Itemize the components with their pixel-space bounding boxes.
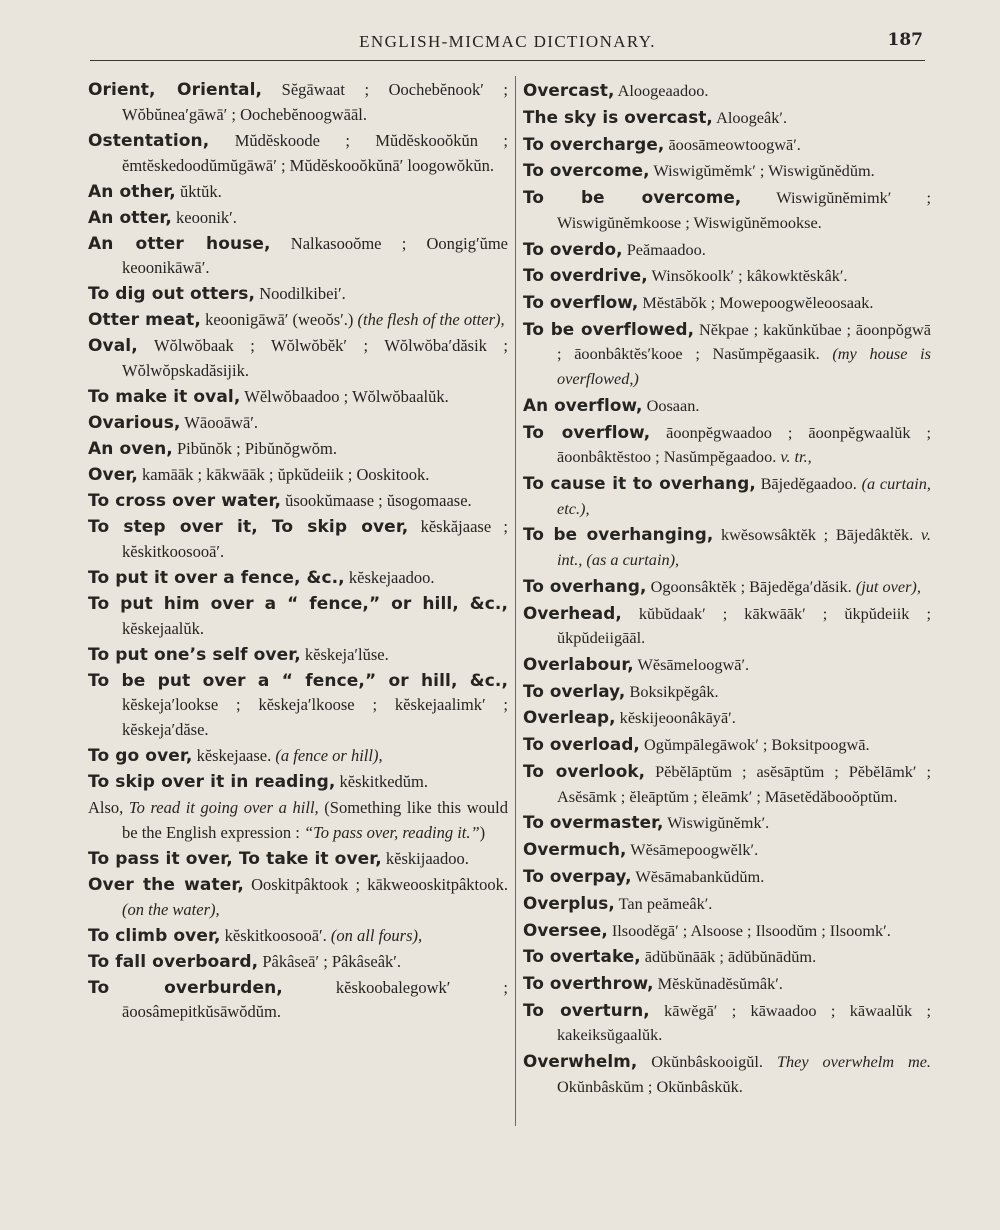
- translation: Wiswigŭnĕmimk′ ; Wiswigŭnĕmkoose ; Wiswigŭnĕmookse.: [557, 188, 931, 232]
- translation: Wĕsāmepoogwĕlk′.: [626, 840, 759, 860]
- dictionary-entry: [88, 411, 508, 436]
- usage-note: (on all fours),: [326, 925, 423, 945]
- usage-note: They overwhelm me.: [762, 1052, 931, 1072]
- dictionary-entry: [88, 847, 508, 872]
- translation: kĕskeja′lookse ; kĕskeja′lkoose ; kĕskejaalimk′ ; kĕskeja′dăse.: [122, 695, 508, 740]
- dictionary-entry: [88, 308, 508, 333]
- dictionary-entry: [523, 837, 931, 863]
- translation: Wiswigŭmĕmk′ ; Wiswigŭnĕdŭm.: [649, 161, 875, 181]
- usage-note: (a fence or hill),: [271, 746, 383, 766]
- headword: Overwhelm,: [523, 1051, 638, 1072]
- headword: To overlay,: [523, 680, 626, 701]
- dictionary-entry: [523, 471, 931, 521]
- dictionary-entry: [88, 566, 508, 591]
- headword: Overplus,: [523, 892, 615, 913]
- headword: To fall overboard,: [88, 951, 259, 972]
- translation: kĕskăjaase ; kĕskitkoosooā′.: [122, 516, 508, 561]
- dictionary-entry: [523, 891, 931, 917]
- usage-note: (a curtain, etc.),: [557, 473, 931, 518]
- dictionary-entry: [88, 334, 508, 384]
- dictionary-entry: [523, 393, 931, 419]
- headword: An overflow,: [523, 394, 643, 415]
- headword: Overlabour,: [523, 653, 634, 674]
- headword: Overcast,: [523, 80, 615, 100]
- dictionary-entry: [523, 522, 931, 572]
- translation: kwĕsowsâktĕk ; Bājedâktĕk.: [713, 525, 914, 545]
- headword: To pass it over, To take it over,: [88, 848, 382, 869]
- headword: Overhead,: [523, 602, 622, 623]
- translation: Boksikpĕgâk.: [625, 681, 719, 701]
- translation: Aloogeaadoo.: [614, 81, 709, 100]
- dictionary-entry: [88, 282, 508, 307]
- translation: kĕskeja′lŭse.: [300, 644, 389, 664]
- translation: Mŭdĕskoode ; Mŭdĕskooŏkŭn ; ĕmtĕskedoodŭmŭgāwā′ ; Mŭdĕskooŏkŭnā′ loogowŏkŭn.: [122, 130, 508, 175]
- translation: Nalkasooŏme ; Oongig′ŭme keoonikāwā′.: [122, 233, 508, 278]
- translation: Ilsoodĕgā′ ; Alsoose ; Ilsoodŭm ; Ilsoomk′.: [607, 920, 891, 940]
- translation: keoonigāwā′ (weoŏs′.): [200, 310, 354, 330]
- translation: Winsŏkoolk′ ; kâkowktĕskâk′.: [647, 266, 848, 286]
- headword: To put one’s self over,: [88, 644, 301, 665]
- dictionary-entry: [88, 463, 508, 488]
- headword: To overdrive,: [523, 265, 648, 286]
- headword: An oven,: [88, 439, 173, 460]
- translation: Aloogeâk′.: [712, 107, 788, 127]
- usage-note: (my house is overflowed,): [557, 344, 931, 389]
- headword: The sky is overcast,: [523, 106, 713, 127]
- usage-note: v. tr.,: [776, 447, 812, 467]
- translation: Pâkâseā′ ; Pâkâseâk′.: [258, 951, 402, 971]
- headword: An other,: [88, 181, 176, 202]
- headword: Over,: [88, 465, 138, 486]
- headword: Oversee,: [523, 919, 608, 940]
- dictionary-entry: [523, 105, 931, 131]
- translation: kāwĕgā′ ; kāwaadoo ; kāwaalŭk ; kakeiksŭgaalŭk.: [557, 1000, 931, 1045]
- translation: āoonpĕgwaadoo ; āoonpĕgwaalŭk ; āoonbâktĕstoo ; Nasŭmpĕgaadoo.: [557, 422, 931, 467]
- translation: Wĕlwŏbaadoo ; Wŏlwŏbaalŭk.: [240, 387, 449, 407]
- dictionary-entry: [88, 437, 508, 462]
- headword: To cause it to overhang,: [523, 472, 756, 493]
- headword: To overcharge,: [523, 133, 665, 154]
- headword: To be overflowed,: [523, 318, 695, 339]
- headword: To overturn,: [523, 999, 650, 1020]
- dictionary-entry: [88, 924, 508, 949]
- page-title: ENGLISH-MICMAC DICTIONARY.: [359, 32, 656, 51]
- dictionary-entry: [523, 185, 931, 235]
- headword: Orient, Oriental,: [88, 80, 263, 100]
- dictionary-entry: [88, 950, 508, 975]
- headword: Ostentation,: [88, 130, 210, 151]
- headword: To dig out otters,: [88, 284, 256, 305]
- dictionary-entry: [88, 78, 508, 128]
- dictionary-entry: [523, 78, 931, 104]
- dictionary-entry: [88, 873, 508, 923]
- dictionary-entry: [523, 679, 931, 705]
- usage-note: “To pass over, reading it.”: [303, 822, 480, 842]
- translation: Mĕstābŏk ; Mowepoogwĕleoosaak.: [638, 293, 874, 313]
- translation: Mĕskŭnadĕsŭmâk′.: [653, 974, 783, 994]
- translation: Tan peămeâk′.: [614, 893, 713, 913]
- headword: To overburden,: [88, 977, 283, 998]
- dictionary-entry: [523, 918, 931, 944]
- dictionary-entry: [523, 732, 931, 758]
- translation: kĕskejaadoo.: [344, 567, 435, 587]
- headword: Oval,: [88, 336, 138, 357]
- translation: ŭsookŭmaase ; ŭsogomaase.: [281, 491, 472, 510]
- dictionary-entry: [88, 643, 508, 668]
- dictionary-entry: [88, 796, 508, 846]
- headword: To overmaster,: [523, 812, 664, 833]
- headword: To overdo,: [523, 238, 623, 259]
- headword: To be overhanging,: [523, 524, 714, 545]
- dictionary-entry: [523, 263, 931, 289]
- translation: ): [479, 822, 486, 842]
- headword: To overlook,: [523, 761, 646, 781]
- translation: Peămaadoo.: [622, 239, 706, 259]
- headword: To overthrow,: [523, 973, 654, 994]
- right-column: [523, 78, 931, 1101]
- translation: Ogoonsâktĕk ; Bājedĕga′dăsik.: [646, 576, 852, 596]
- dictionary-entry: [88, 592, 508, 642]
- translation: Nĕkpae ; kakŭnkŭbae ; āoonpŏgwā ; āoonbâktĕs′kooe ; Nasŭmpĕgaasik.: [557, 319, 931, 364]
- dictionary-entry: [88, 489, 508, 514]
- translation: Okŭnbâskŭm ; Okŭnbâskŭk.: [557, 1076, 743, 1096]
- dictionary-entry: [88, 385, 508, 410]
- translation: Also,: [88, 798, 124, 818]
- dictionary-entry: [88, 129, 508, 179]
- translation: kamāāk ; kākwāāk ; ŭpkŭdeiik ; Ooskitook.: [137, 465, 430, 485]
- dictionary-entry: [523, 810, 931, 836]
- dictionary-entry: [88, 515, 508, 565]
- dictionary-entry: [523, 944, 931, 970]
- translation: Wĕsāmabankŭdŭm.: [631, 866, 765, 886]
- dictionary-entry: [523, 317, 931, 392]
- dictionary-entry: [523, 158, 931, 184]
- headword: Otter meat,: [88, 310, 201, 331]
- dictionary-entry: [88, 232, 508, 282]
- headword: To be put over a “ fence,” or hill, &c.,: [88, 670, 508, 691]
- headword: To step over it, To skip over,: [88, 516, 409, 537]
- headword: An otter house,: [88, 233, 271, 254]
- headword: To overtake,: [523, 946, 641, 967]
- translation: ŭktŭk.: [175, 181, 222, 201]
- translation: Pĕbĕlāptŭm ; asĕsāptŭm ; Pĕbĕlāmk′ ; Asĕsāmk ; ĕleāptŭm ; ĕleāmk′ ; Māsetĕdăbooŏptŭm.: [557, 762, 931, 806]
- headword: To put him over a “ fence,” or hill, &c.,: [88, 593, 508, 614]
- headword: To make it oval,: [88, 387, 241, 408]
- column-divider: [515, 76, 516, 1126]
- translation: Pibŭnŏk ; Pibŭnŏgwŏm.: [172, 439, 337, 459]
- dictionary-entry: [523, 132, 931, 158]
- translation: Wāooāwā′.: [180, 413, 259, 433]
- dictionary-entry: [88, 669, 508, 743]
- translation: Oosaan.: [642, 395, 700, 415]
- translation: ādŭbŭnāāk ; ādŭbŭnādŭm.: [640, 947, 817, 967]
- translation: Okŭnbâskooigŭl.: [637, 1052, 763, 1072]
- translation: Wiswigŭnĕmk′.: [663, 813, 770, 833]
- translation: Ooskitpâktook ; kākweooskitpâktook.: [243, 874, 508, 894]
- left-column: [88, 78, 508, 1026]
- headword: To cross over water,: [88, 491, 282, 511]
- translation: (Something like this would be the English expression :: [122, 798, 508, 842]
- headword: To go over,: [88, 746, 193, 767]
- headword: To overflow,: [523, 421, 651, 442]
- dictionary-entry: [88, 180, 508, 205]
- dictionary-entry: [523, 1049, 931, 1099]
- translation: kĕskijaadoo.: [381, 848, 469, 868]
- dictionary-entry: [523, 652, 931, 678]
- translation: Sĕgāwaat ; Oochebĕnook′ ; Wŏbŭnea′gāwā′ ; Oochebĕnoogwāāl.: [122, 80, 508, 124]
- page-number: 187: [887, 30, 923, 50]
- dictionary-entry: [523, 998, 931, 1048]
- headword: Ovarious,: [88, 413, 181, 434]
- usage-note: (the flesh of the otter),: [353, 310, 505, 330]
- headword: To be overcome,: [523, 187, 742, 208]
- translation: kŭbŭdaak′ ; kākwāāk′ ; ŭkpŭdeiik ; ŭkpŭdeiigāāl.: [557, 603, 931, 648]
- dictionary-entry: [523, 420, 931, 470]
- dictionary-entry: [523, 759, 931, 809]
- running-head: [90, 30, 925, 61]
- headword: Overleap,: [523, 707, 616, 728]
- headword: To overflow,: [523, 292, 639, 313]
- translation: āoosāmeowtoogwā′.: [664, 134, 801, 154]
- translation: kĕskitkoosooā′.: [220, 925, 327, 945]
- headword: To overcome,: [523, 160, 650, 181]
- translation: kĕskitkedŭm.: [335, 772, 428, 792]
- dictionary-entry: [523, 705, 931, 731]
- headword: To skip over it in reading,: [88, 772, 336, 793]
- headword: To overpay,: [523, 865, 632, 886]
- translation: kĕskejaase.: [192, 746, 272, 766]
- headword: To overhang,: [523, 575, 647, 596]
- dictionary-entry: [523, 574, 931, 600]
- translation: keoonik′.: [171, 207, 237, 227]
- dictionary-entry: [523, 601, 931, 651]
- dictionary-entry: [523, 237, 931, 263]
- translation: Wŏlwŏbaak ; Wŏlwŏbĕk′ ; Wŏlwŏba′dăsik ; Wŏlwŏpskadăsijik.: [122, 336, 508, 381]
- dictionary-entry: [88, 976, 508, 1026]
- dictionary-entry: [88, 770, 508, 795]
- translation: kĕskejaalŭk.: [122, 618, 205, 638]
- usage-note: v. int., (as a curtain),: [557, 525, 931, 569]
- dictionary-entry: [523, 290, 931, 316]
- usage-note: To read it going over a hill,: [123, 798, 319, 818]
- dictionary-entry: [523, 864, 931, 890]
- headword: To put it over a fence, &c.,: [88, 567, 345, 588]
- translation: Wĕsāmeloogwā′.: [633, 654, 750, 674]
- headword: To climb over,: [88, 925, 221, 946]
- translation: kĕskoobalegowk′ ; āoosâmepitkŭsāwŏdŭm.: [122, 977, 508, 1022]
- translation: Ogŭmpālegāwok′ ; Boksitpoogwā.: [639, 735, 870, 755]
- translation: kĕskijeoonâkāyā′.: [615, 708, 736, 728]
- dictionary-entry: [523, 971, 931, 997]
- dictionary-entry: [88, 744, 508, 769]
- headword: Over the water,: [88, 874, 244, 895]
- headword: An otter,: [88, 207, 172, 228]
- usage-note: (on the water),: [122, 899, 220, 919]
- translation: Noodilkibei′.: [255, 284, 346, 304]
- usage-note: (jut over),: [851, 576, 921, 596]
- translation: Bājedĕgaadoo.: [755, 473, 857, 493]
- headword: Overmuch,: [523, 839, 627, 860]
- headword: To overload,: [523, 734, 640, 755]
- dictionary-entry: [88, 206, 508, 231]
